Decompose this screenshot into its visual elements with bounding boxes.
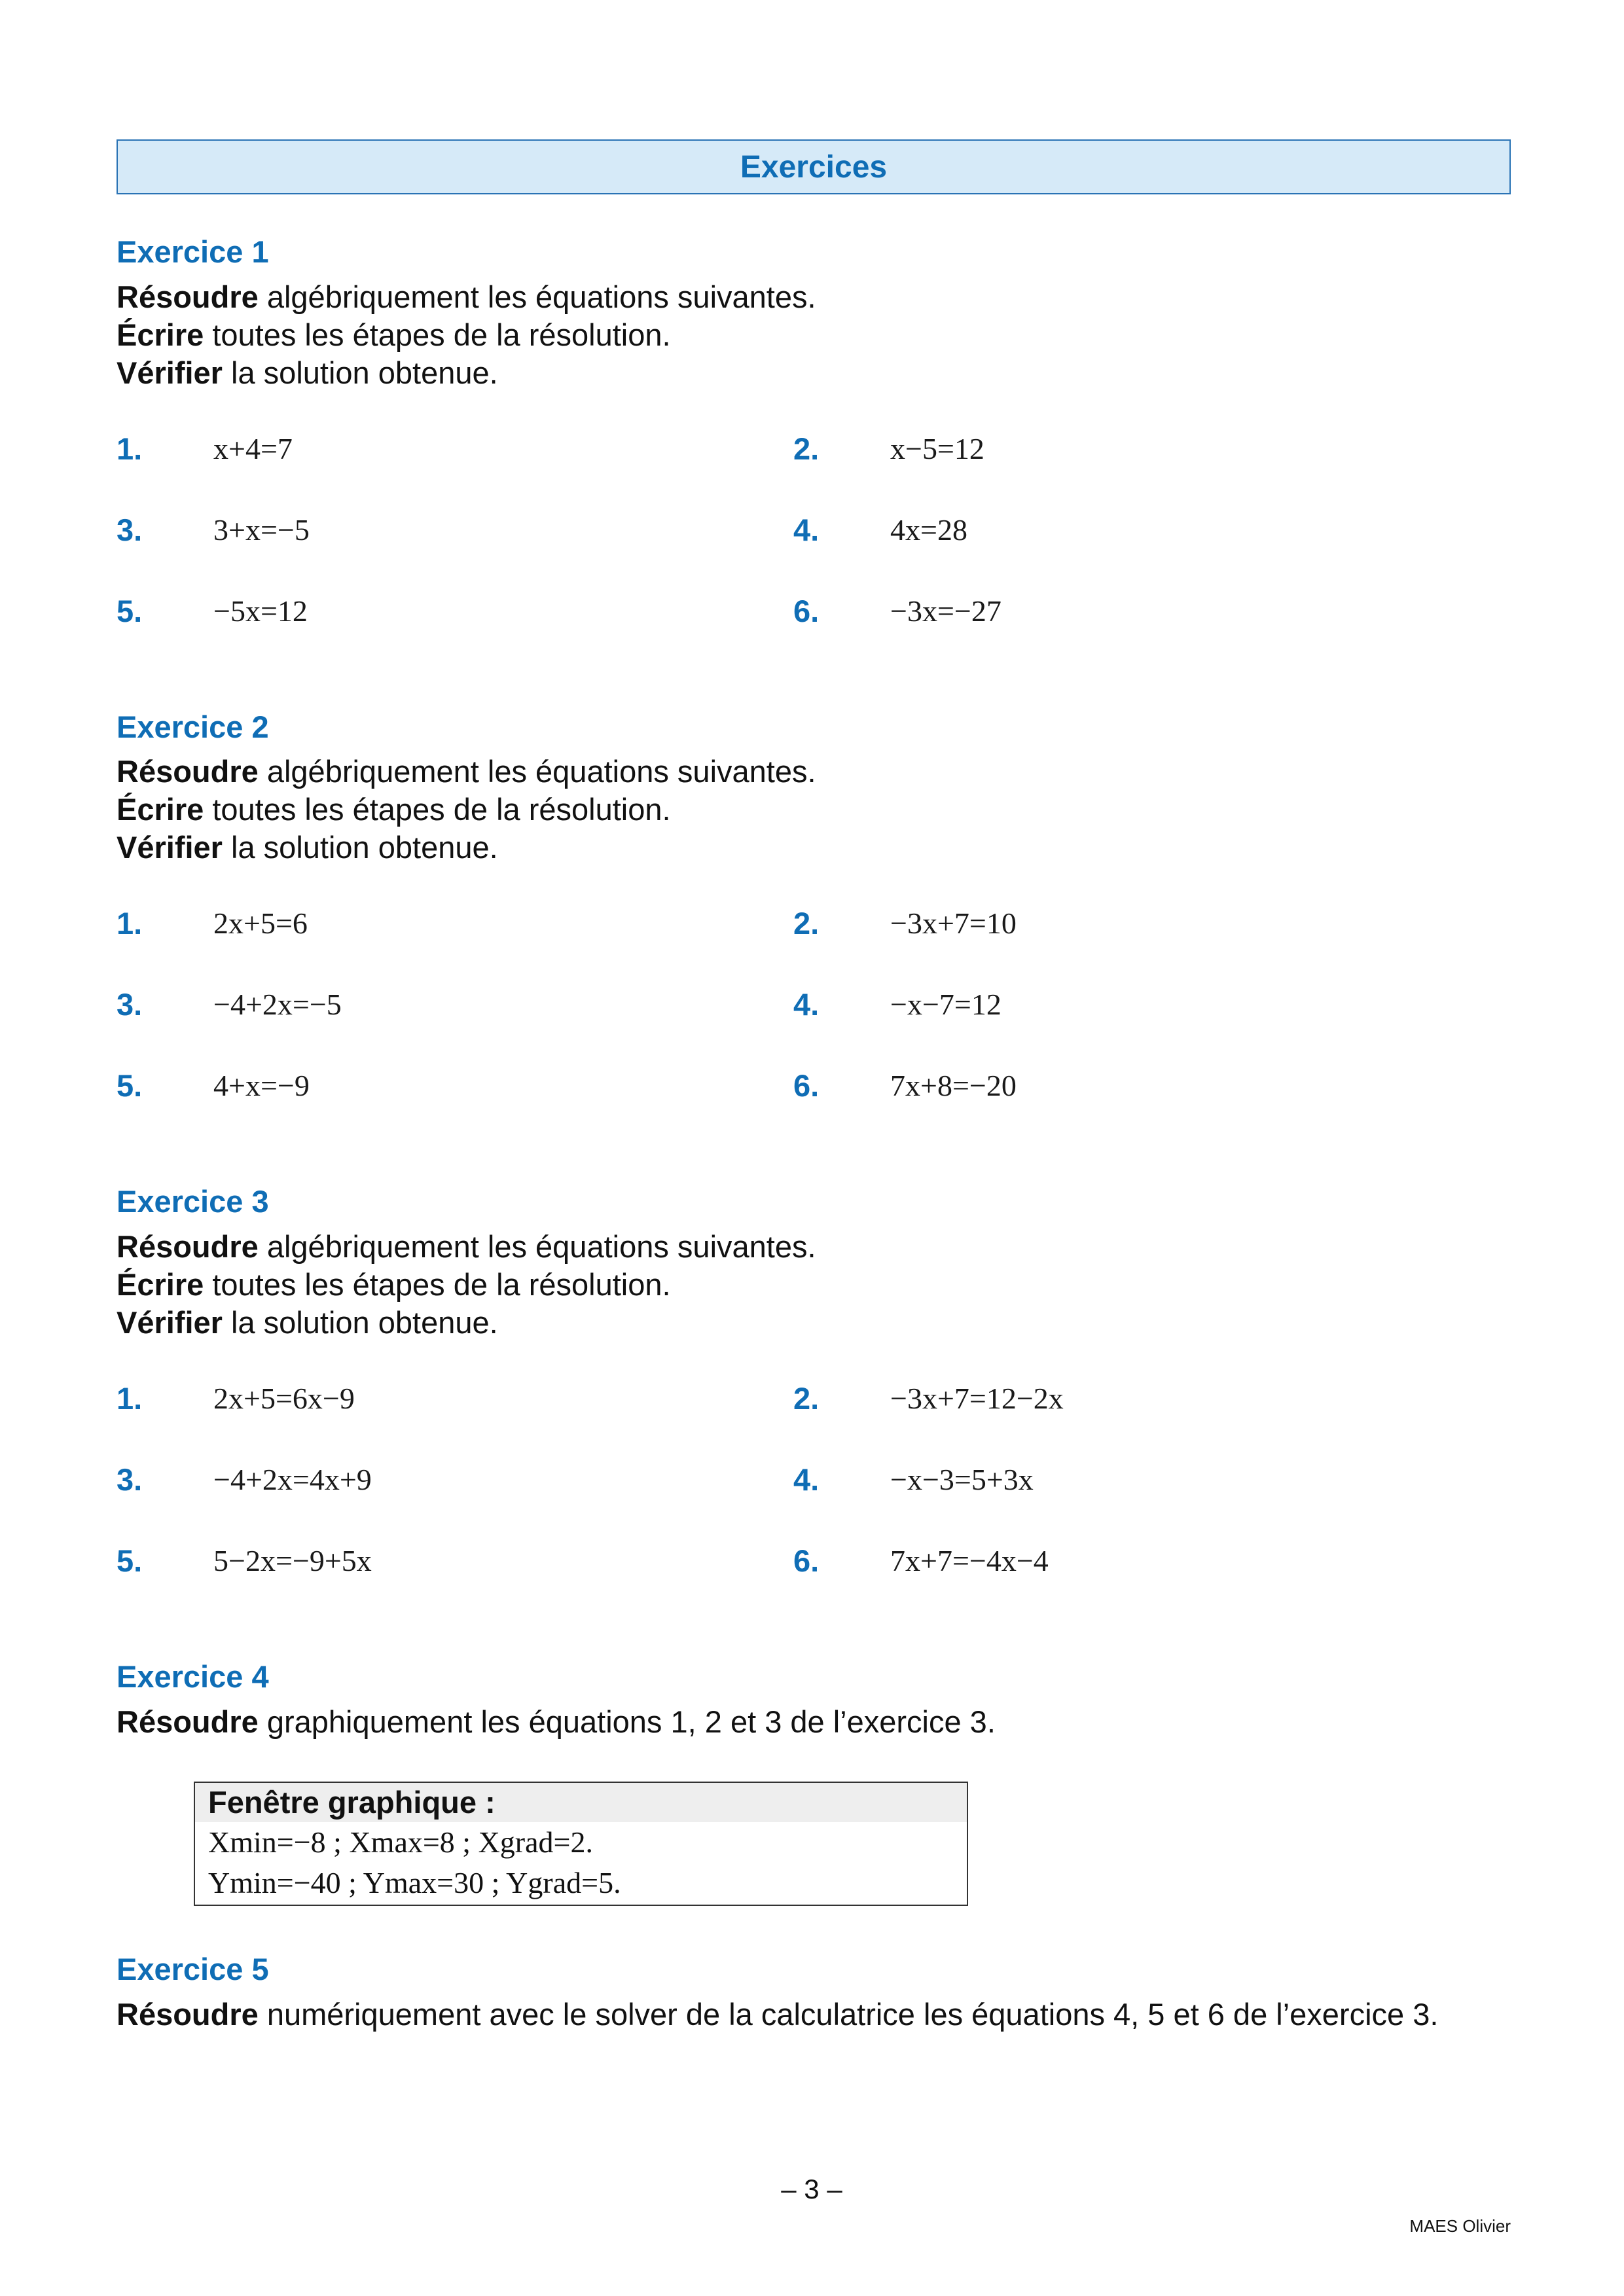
item-number: 6. [793,1068,820,1103]
graphic-window-title: Fenêtre graphique : [195,1783,967,1822]
exercise-4-instruction: Résoudre graphiquement les équations 1, 2 et 3 de l’exercice 3. [117,1704,996,1739]
item-number: 4. [793,987,820,1022]
exercise-3-title: Exercice 3 [117,1184,269,1219]
item-number: 1. [117,1381,143,1416]
exercise-4-title: Exercice 4 [117,1659,269,1694]
equation: −3x+7=12−2x [890,1382,1064,1415]
instruction-resoudre: Résoudre algébriquement les équations suivantes. [117,279,816,314]
graphic-window-y-settings: Ymin=−40 ; Ymax=30 ; Ygrad=5. [208,1866,621,1899]
item-number: 3. [117,512,143,547]
item-number: 2. [793,431,820,466]
author-name: MAES Olivier [1409,2216,1511,2236]
page-number: – 3 – [781,2174,842,2204]
equation: 5−2x=−9+5x [213,1544,372,1577]
equation: −x−3=5+3x [890,1463,1034,1496]
instruction-verifier: Vérifier la solution obtenue. [117,830,498,865]
instruction-ecrire: Écrire toutes les étapes de la résolution. [117,317,671,352]
equation: 4+x=−9 [213,1069,310,1102]
equation: 7x+7=−4x−4 [890,1544,1049,1577]
item-number: 6. [793,594,820,628]
equation: −5x=12 [213,594,308,628]
equation: −x−7=12 [890,988,1001,1021]
instruction-resoudre: Résoudre algébriquement les équations suivantes. [117,754,816,789]
equation: 3+x=−5 [213,513,310,547]
instruction-verifier: Vérifier la solution obtenue. [117,355,498,390]
exercises-banner [117,139,1511,194]
exercise-5-instruction: Résoudre numériquement avec le solver de la calculatrice les équations 4, 5 et 6 de l’exercice 3. [117,1997,1439,2032]
item-number: 3. [117,987,143,1022]
equation: −3x+7=10 [890,906,1017,940]
equation: 2x+5=6 [213,906,308,940]
graphic-window-x-settings: Xmin=−8 ; Xmax=8 ; Xgrad=2. [208,1825,593,1859]
item-number: 5. [117,1068,143,1103]
exercise-5-title: Exercice 5 [117,1952,269,1986]
item-number: 3. [117,1462,143,1497]
exercise-2-title: Exercice 2 [117,709,269,744]
equation: 2x+5=6x−9 [213,1382,355,1415]
item-number: 4. [793,512,820,547]
equation: 7x+8=−20 [890,1069,1017,1102]
instruction-resoudre: Résoudre algébriquement les équations suivantes. [117,1229,816,1264]
item-number: 6. [793,1543,820,1578]
equation: x−5=12 [890,432,984,465]
equation: −4+2x=−5 [213,988,342,1021]
equation: 4x=28 [890,513,967,547]
equation: x+4=7 [213,432,293,465]
equation: −4+2x=4x+9 [213,1463,372,1496]
item-number: 5. [117,594,143,628]
item-number: 2. [793,1381,820,1416]
item-number: 2. [793,906,820,941]
graphic-window-box [194,1782,968,1906]
item-number: 1. [117,431,143,466]
equation: −3x=−27 [890,594,1001,628]
banner-title: Exercices [740,149,888,185]
instruction-ecrire: Écrire toutes les étapes de la résolution. [117,792,671,827]
item-number: 4. [793,1462,820,1497]
exercise-1-title: Exercice 1 [117,234,269,269]
item-number: 5. [117,1543,143,1578]
instruction-ecrire: Écrire toutes les étapes de la résolution. [117,1267,671,1302]
item-number: 1. [117,906,143,941]
instruction-verifier: Vérifier la solution obtenue. [117,1305,498,1340]
